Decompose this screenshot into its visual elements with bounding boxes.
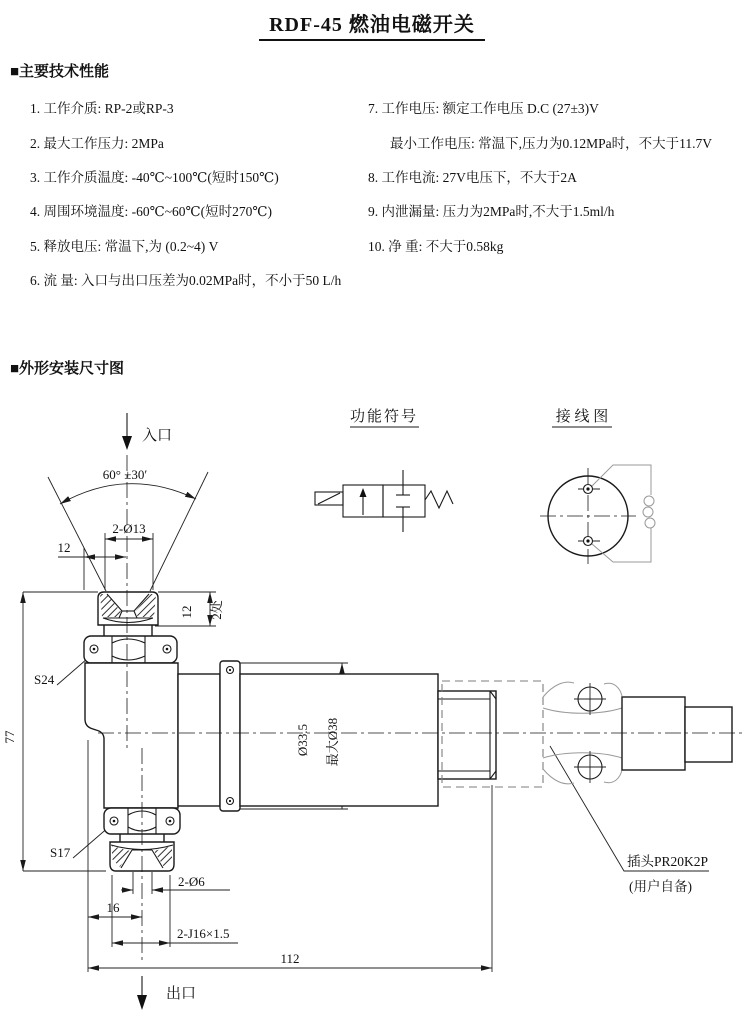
spec-item-4: 4. 周围环境温度: -60℃~60℃(短时270℃)	[30, 204, 272, 220]
mounting-flange	[220, 661, 240, 811]
label-plug: 插头PR20K2P	[627, 854, 709, 869]
outlet-label: 出口	[166, 986, 197, 1002]
spec-item-3: 3. 工作介质温度: -40℃~100℃(短时150℃)	[30, 169, 279, 185]
dim-2-places: 2处	[209, 600, 224, 620]
spec-item-10: 10. 净 重: 不大于0.58kg	[368, 238, 504, 254]
plug-end	[685, 707, 732, 762]
label-s17: S17	[50, 845, 71, 860]
inlet-label: 入口	[142, 428, 173, 444]
spec-item-8: 8. 工作电流: 27V电压下，不大于2A	[368, 169, 577, 185]
coil-symbol	[644, 496, 654, 506]
dim-bottom-ports: 2-Ø6	[178, 874, 205, 889]
specs-right-column	[368, 90, 712, 262]
mid-cylinder	[178, 674, 220, 806]
dim-fitting-height-12: 12	[179, 605, 194, 619]
specs-left-column	[30, 90, 341, 296]
dim-max-dia-38: 最大Ø38	[325, 717, 340, 767]
dim-dia-33-5: Ø33.5	[295, 723, 310, 757]
label-s24: S24	[34, 672, 55, 687]
wiring-diagram	[540, 465, 655, 564]
dim-length-112: 112	[280, 951, 300, 966]
dim-top-ports: 2-Ø13	[112, 521, 146, 536]
dim-offset-16: 16	[106, 900, 120, 915]
dim-cone-angle: 60° ±30′	[102, 467, 148, 482]
drawing-section-header: ■外形安装尺寸图	[10, 360, 125, 377]
document-title-text: RDF-45 燃油电磁开关	[259, 14, 485, 41]
document-title	[0, 8, 744, 37]
spring-symbol	[425, 491, 453, 508]
specs-section-header: ■主要技术性能	[10, 63, 110, 80]
spec-item-7b: 最小工作电压: 常温下,压力为0.12MPa时，不大于11.7V	[390, 135, 713, 151]
plug-body	[622, 697, 685, 770]
valve-body	[85, 663, 178, 808]
spec-item-2: 2. 最大工作压力: 2MPa	[30, 135, 164, 151]
function-symbol-label: 功能符号	[349, 409, 419, 425]
wiring-diagram-label: 接 线 图	[555, 409, 609, 425]
dim-height-77: 77	[2, 730, 17, 744]
dim-thread: 2-J16×1.5	[177, 926, 230, 941]
dim-offset-12: 12	[57, 540, 71, 555]
spec-item-1: 1. 工作介质: RP-2或RP-3	[30, 101, 174, 117]
spec-item-9: 9. 内泄漏量: 压力为2MPa时,不大于1.5ml/h	[368, 204, 615, 220]
label-plug-note: (用户自备)	[629, 879, 692, 894]
spec-item-7: 7. 工作电压: 额定工作电压 D.C (27±3)V	[368, 101, 599, 117]
spec-item-6: 6. 流 量: 入口与出口压差为0.02MPa时，不小于50 L/h	[30, 273, 342, 289]
function-symbol	[315, 470, 453, 532]
threaded-stub	[438, 691, 496, 779]
main-view	[84, 592, 496, 871]
spec-item-5: 5. 释放电压: 常温下,为 (0.2~4) V	[30, 238, 219, 254]
dimension-drawing	[0, 380, 744, 1017]
